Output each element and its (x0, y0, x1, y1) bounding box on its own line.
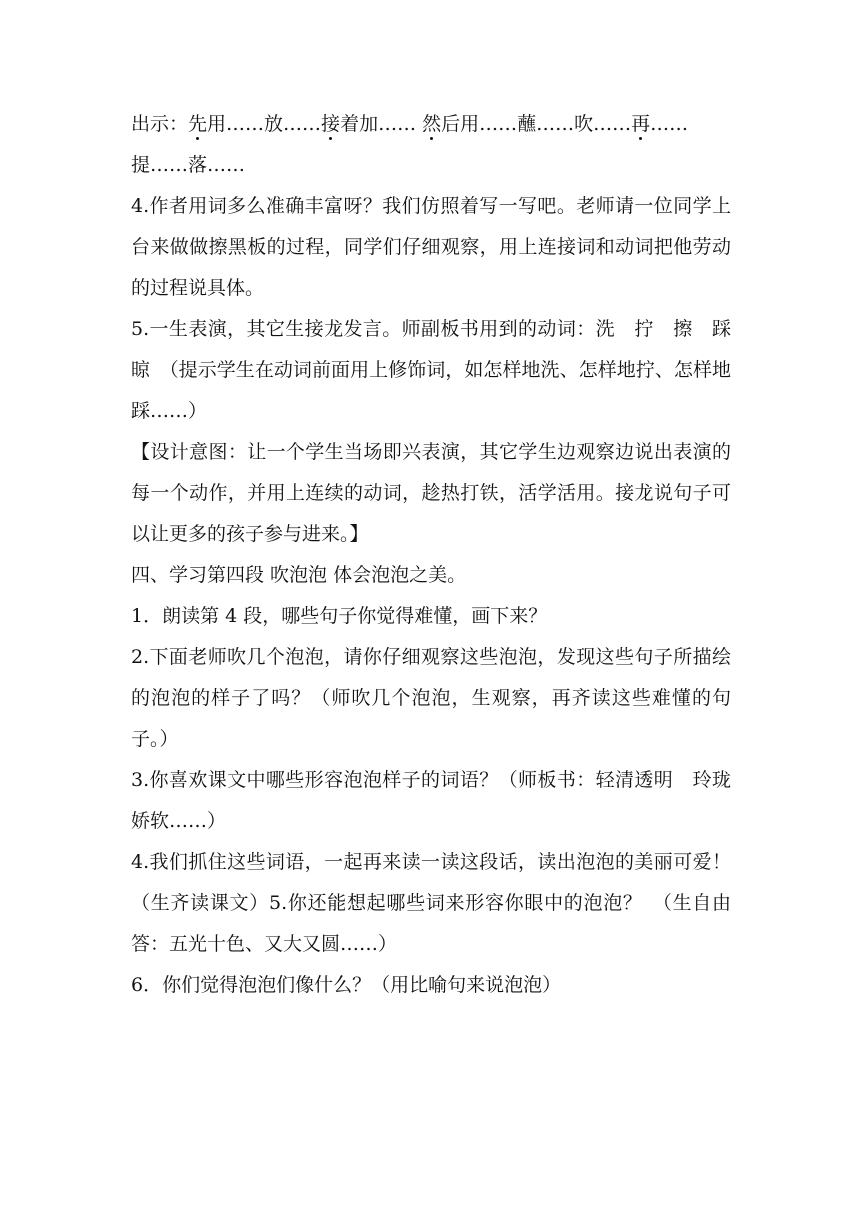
prompt-text-part: 后用……蘸……吹…… (441, 113, 632, 135)
document-body (131, 104, 751, 1006)
prompt-line-continued: 提……落…… (131, 154, 246, 176)
list-item-2: 2.下面老师吹几个泡泡，请你仔细观察这些泡泡，发现这些句子所描绘的泡泡的样子了吗？（师吹几个泡泡，生观察，再齐读这些难懂的句子。） (131, 646, 731, 750)
emphasis-char: 然 (422, 113, 442, 135)
prompt-text-part: 着加…… (340, 113, 423, 135)
prompt-text-part: …… (650, 113, 689, 135)
emphasis-char: 接 (321, 113, 341, 135)
list-item-6: 6．你们觉得泡泡们像什么？（用比喻句来说泡泡） (131, 974, 562, 996)
prompt-text-part: 出示： (131, 113, 189, 135)
list-item-4-5: 4.我们抓住这些词语，一起再来读一读这段话，读出泡泡的美丽可爱！（生齐读课文）5.你还能想起哪些词来形容你眼中的泡泡？ （生自由答：五光十色、又大又圆……） (131, 851, 731, 955)
list-item-1: 1．朗读第 4 段，哪些句子你觉得难懂，画下来？ (131, 605, 548, 627)
paragraph-step-4: 4.作者用词多么准确丰富呀？我们仿照着写一写吧。老师请一位同学上台来做做擦黑板的过程，同学们仔细观察，用上连接词和动词把他劳动的过程说具体。 (131, 195, 731, 299)
emphasis-char: 先 (188, 113, 208, 135)
paragraph-step-5: 5.一生表演，其它生接龙发言。师副板书用到的动词：洗 拧 擦 踩 晾 （提示学生在动词前面用上修饰词，如怎样地洗、怎样地拧、怎样地踩……） (131, 318, 751, 422)
design-intent-note: 【设计意图：让一个学生当场即兴表演，其它学生边观察边说出表演的每一个动作，并用上连续的动词，趁热打铁，活学活用。接龙说句子可以让更多的孩子参与进来。】 (131, 441, 731, 545)
emphasis-char: 再 (631, 113, 651, 135)
prompt-text-part: 用……放…… (207, 113, 322, 135)
prompt-line (131, 104, 731, 145)
section-heading: 四、学习第四段 吹泡泡 体会泡泡之美。 (131, 564, 467, 586)
list-item-3: 3.你喜欢课文中哪些形容泡泡样子的词语？（师板书：轻清透明 玲珑娇软……） (131, 769, 731, 832)
